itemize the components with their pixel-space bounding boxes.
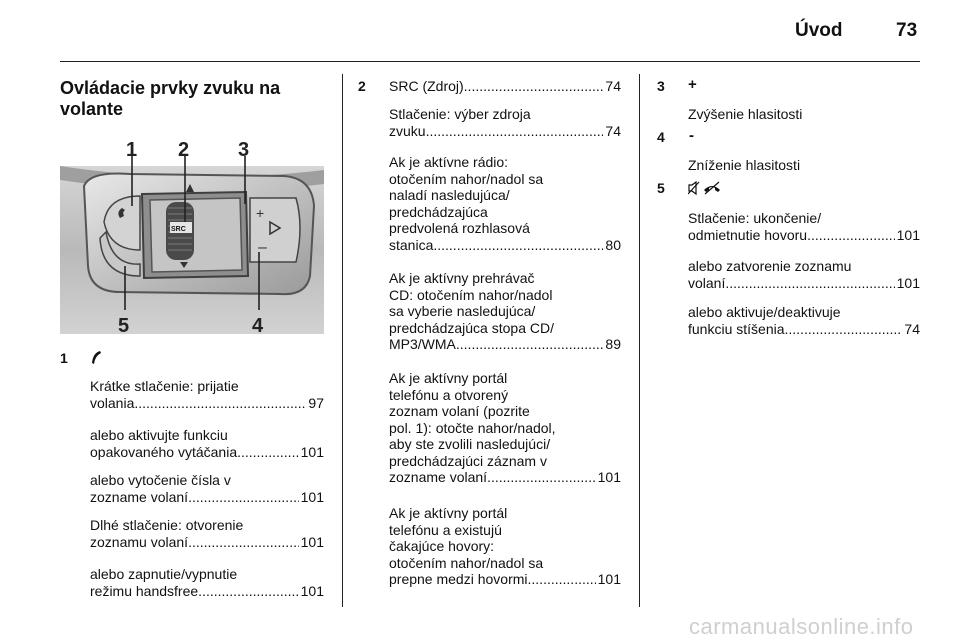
entry-last-line: funkciu stíšenia [688, 320, 785, 337]
entry-line: Ak je aktívne rádio: [389, 154, 509, 170]
entry-line: predvolená rozhlasová [389, 220, 530, 236]
entry-last-line: volaní [688, 274, 726, 291]
callout-4: 4 [252, 315, 264, 337]
col2-entry-2 [389, 154, 621, 253]
entry-line: čakajúce hovory: [389, 538, 495, 554]
entry-line: telefónu a otvorený [389, 386, 509, 403]
page-ref: 80 [605, 236, 621, 253]
phone-handset-icon [90, 350, 102, 366]
entry-line: naladí nasledujúca/ [389, 187, 510, 203]
entry-line: Dlhé stlačenie: otvorenie [90, 517, 244, 533]
entry-line: predchádzajúca stopa CD/ [389, 319, 554, 336]
col1-entry-1 [90, 378, 324, 411]
entry-line: otočením nahor/nadol sa [389, 170, 544, 187]
src-entry-text: SRC (Zdroj) [389, 78, 464, 94]
col2-entry-1 [389, 106, 621, 139]
entry-last-line: režimu handsfree [90, 582, 199, 599]
item-number-2: 2 [358, 78, 366, 94]
page-ref: 97 [308, 394, 324, 411]
entry-line: Ak je aktívny prehrávač [389, 270, 535, 286]
item-number-3: 3 [657, 78, 665, 94]
entry-last-line: opakovaného vytáčania [90, 443, 238, 460]
entry-line: alebo zapnutie/vypnutie [90, 566, 238, 582]
col3-entry-2 [688, 258, 920, 291]
minus-symbol: - [689, 127, 694, 144]
steering-controls-figure [60, 126, 324, 340]
callout-2: 2 [178, 139, 190, 161]
entry-last-line: stanica [389, 236, 434, 253]
page-ref: 101 [896, 274, 920, 291]
entry-line: aby ste zvolili nasledujúci/ [389, 436, 551, 452]
page-number: 73 [896, 20, 918, 41]
item-3-desc: Zvýšenie hlasitosti [688, 106, 803, 122]
page-ref: 101 [896, 226, 920, 243]
entry-line: Ak je aktívny portál [389, 505, 508, 521]
entry-last-line: zozname volaní [389, 469, 488, 485]
page-ref: 74 [605, 78, 621, 94]
entry-line: Krátke stlačenie: prijatie [90, 378, 239, 394]
entry-line: CD: otočením nahor/nadol [389, 286, 553, 303]
entry-line: alebo aktivuje/deaktivuje [688, 304, 841, 320]
entry-line: predchádzajúca [389, 203, 488, 220]
src-label: SRC [171, 226, 186, 233]
entry-line: Stlačenie: výber zdroja [389, 106, 531, 122]
col1-entry-4 [90, 517, 324, 550]
page-ref: 101 [300, 443, 324, 460]
entry-line: predchádzajúci záznam v [389, 452, 547, 469]
column-divider-2 [639, 74, 640, 607]
entry-line: Ak je aktívny portál [389, 370, 508, 386]
entry-line: alebo vytočenie čísla v [90, 472, 231, 488]
column-divider-1 [342, 74, 343, 607]
entry-line: otočením nahor/nadol sa [389, 554, 544, 571]
entry-line: pol. 1): otočte nahor/nadol, [389, 419, 556, 436]
page-header-section: Úvod [795, 20, 843, 41]
col3-entry-1 [688, 210, 920, 243]
entry-line: sa vyberie nasledujúca/ [389, 303, 536, 319]
page-ref: 101 [300, 488, 324, 505]
page-ref: 74 [605, 122, 621, 139]
svg-text:–: – [258, 239, 267, 256]
watermark: carmanualsonline.info [689, 614, 914, 639]
item-number-1: 1 [60, 350, 68, 366]
entry-last-line: zvuku [389, 122, 426, 139]
col3-entry-3 [688, 304, 920, 337]
col2-entry-3 [389, 270, 621, 353]
entry-last-line: odmietnutie hovoru [688, 226, 808, 243]
entry-last-line: zoznamu volaní [90, 533, 189, 550]
entry-line: zoznam volaní (pozrite [389, 403, 530, 419]
item-number-5: 5 [657, 180, 665, 196]
entry-last-line: volania [90, 394, 135, 411]
page-ref: 101 [597, 469, 621, 485]
page-ref: 89 [605, 336, 621, 352]
entry-last-line: MP3/WMA [389, 336, 456, 352]
callout-5: 5 [118, 315, 130, 337]
callout-3: 3 [238, 139, 250, 161]
col1-entry-2 [90, 427, 324, 460]
col2-head [389, 78, 621, 95]
page-ref: 101 [300, 582, 324, 599]
col1-entry-3 [90, 472, 324, 505]
hang-up-icon [704, 182, 720, 194]
col1-entry-5 [90, 566, 324, 599]
section-title: Ovládacie prvky zvuku na volante [60, 78, 281, 119]
page-ref: 101 [300, 533, 324, 550]
callout-1: 1 [126, 139, 138, 161]
entry-line: Stlačenie: ukončenie/ [688, 210, 822, 226]
entry-line: alebo zatvorenie zoznamu [688, 258, 852, 274]
item-4-desc: Zníženie hlasitosti [688, 157, 801, 173]
plus-symbol: + [688, 76, 697, 93]
steering-controls-illustration [60, 126, 324, 340]
entry-last-line: zozname volaní [90, 488, 189, 505]
entry-line: telefónu a existujú [389, 521, 502, 538]
svg-text:+: + [256, 205, 265, 221]
mute-icon [688, 182, 699, 194]
entry-line: alebo aktivujte funkciu [90, 427, 228, 443]
page-ref: 74 [904, 320, 920, 337]
page-ref: 101 [597, 571, 621, 587]
col2-entry-5 [389, 505, 621, 588]
col2-entry-4 [389, 370, 621, 486]
entry-last-line: prepne medzi hovormi [389, 571, 528, 587]
header-rule [60, 61, 920, 62]
mute-hangup-icons [688, 181, 722, 195]
item-number-4: 4 [657, 129, 665, 145]
